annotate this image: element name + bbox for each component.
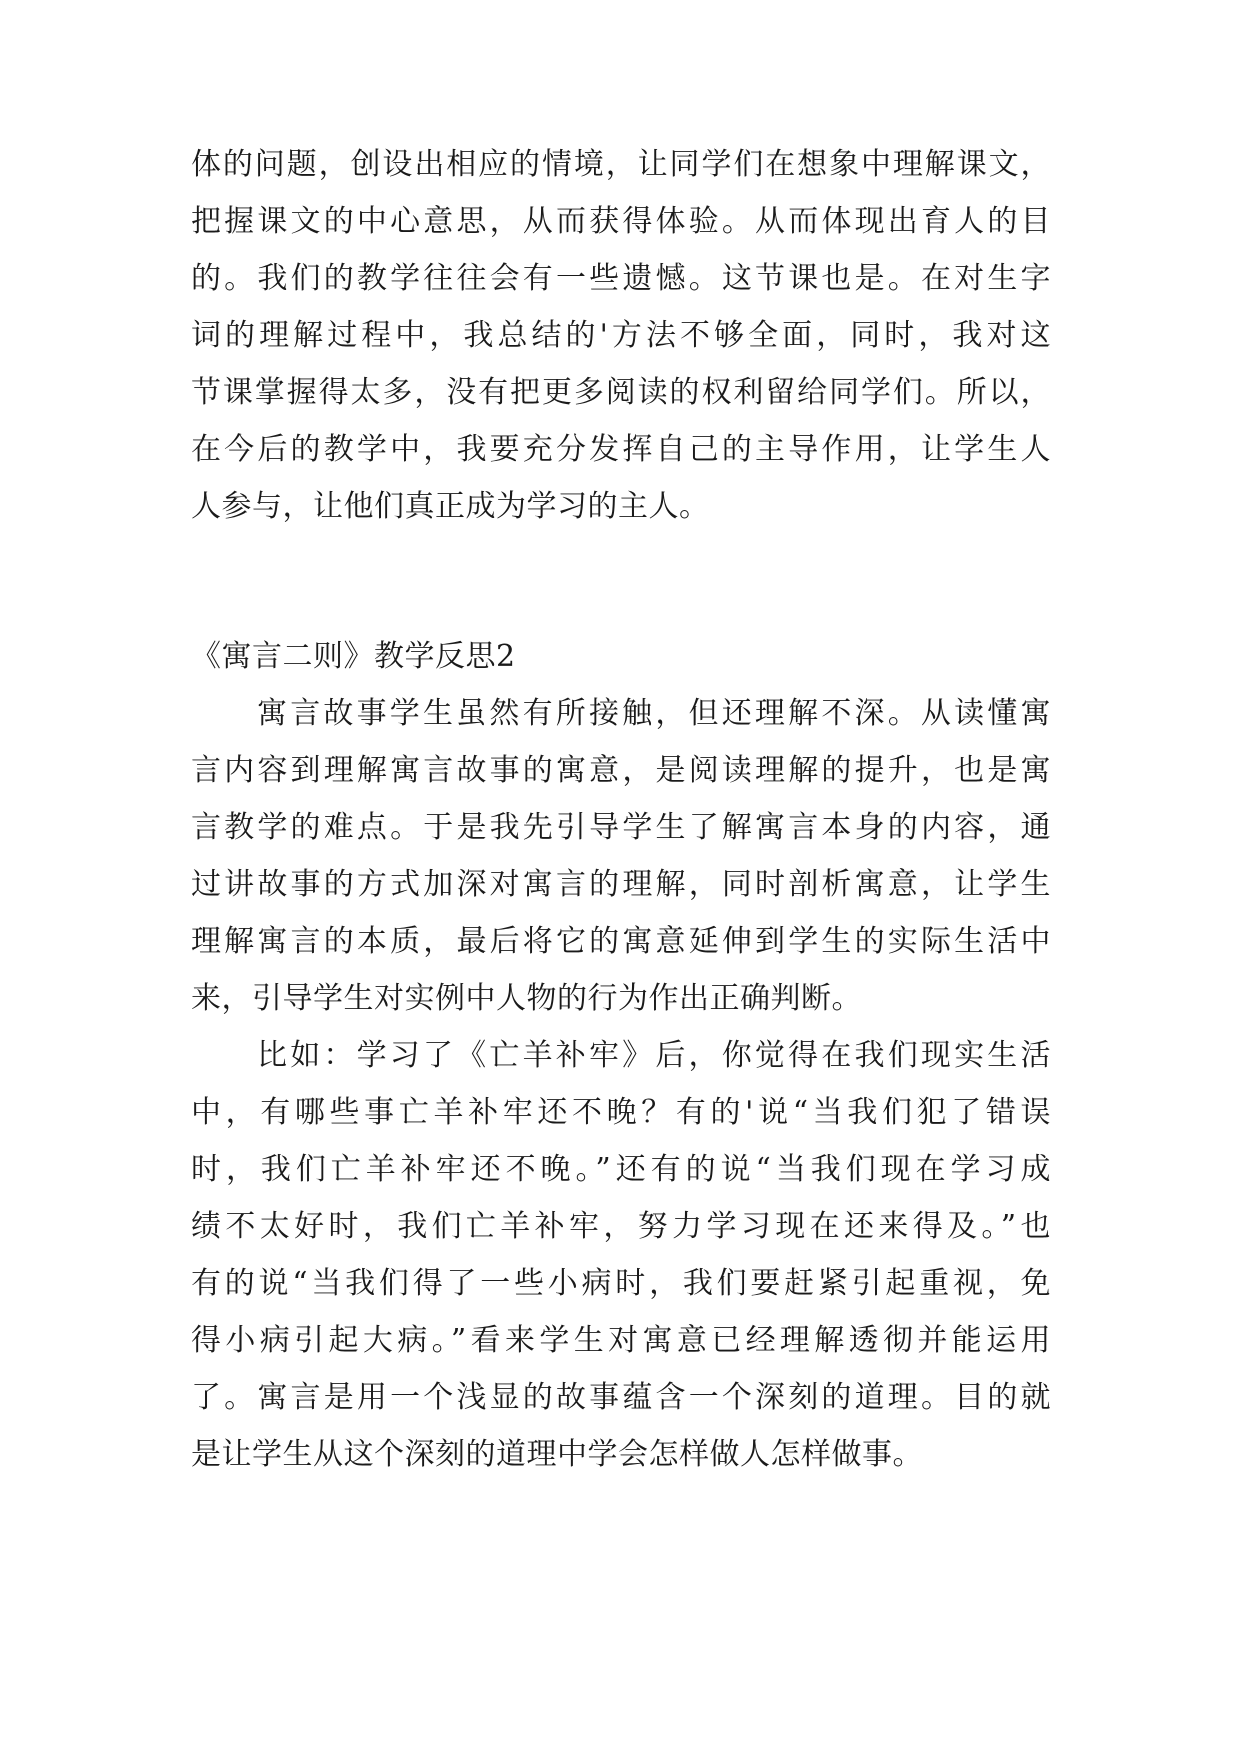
text-line: 来，引导学生对实例中人物的行为作出正确判断。 [191,981,862,1016]
text-line: 绩不太好时，我们亡羊补牢，努力学习现在还来得及。”也 [191,1209,1051,1244]
text-line: 时，我们亡羊补牢还不晚。”还有的说“当我们现在学习成 [191,1152,1051,1187]
text-line: 词的理解过程中，我总结的'方法不够全面，同时，我对这 [191,318,1051,353]
text-line: 了。寓言是用一个浅显的故事蕴含一个深刻的道理。目的就 [191,1380,1051,1415]
text-line: 体的问题，创设出相应的情境，让同学们在想象中理解课文， [191,147,1051,182]
text-line: 理解寓言的本质，最后将它的寓意延伸到学生的实际生活中 [191,924,1051,959]
text-line: 得小病引起大病。”看来学生对寓意已经理解透彻并能运用 [191,1323,1051,1358]
text-line: 中，有哪些事亡羊补牢还不晚？有的'说“当我们犯了错误 [191,1095,1051,1130]
text-line: 言内容到理解寓言故事的寓意，是阅读理解的提升，也是寓 [191,753,1051,788]
section-heading: 《寓言二则》教学反思2 [191,639,516,674]
text-line: 过讲故事的方式加深对寓言的理解，同时剖析寓意，让学生 [191,867,1051,902]
text-line: 把握课文的中心意思，从而获得体验。从而体现出育人的目 [191,204,1051,239]
text-line: 是让学生从这个深刻的道理中学会怎样做人怎样做事。 [191,1437,923,1472]
text-line: 比如：学习了《亡羊补牢》后，你觉得在我们现实生活 [257,1038,1051,1073]
text-line: 节课掌握得太多，没有把更多阅读的权利留给同学们。所以， [191,375,1051,410]
paragraph-continued [191,136,1051,535]
paragraph-1 [191,685,1051,1027]
text-line: 在今后的教学中，我要充分发挥自己的主导作用，让学生人 [191,432,1051,467]
text-line: 人参与，让他们真正成为学习的主人。 [191,489,710,524]
text-line: 的。我们的教学往往会有一些遗憾。这节课也是。在对生字 [191,261,1051,296]
paragraph-2 [191,1027,1051,1483]
text-line: 有的说“当我们得了一些小病时，我们要赶紧引起重视，免 [191,1266,1051,1301]
text-line: 言教学的难点。于是我先引导学生了解寓言本身的内容，通 [191,810,1051,845]
text-line: 寓言故事学生虽然有所接触，但还理解不深。从读懂寓 [257,696,1051,731]
